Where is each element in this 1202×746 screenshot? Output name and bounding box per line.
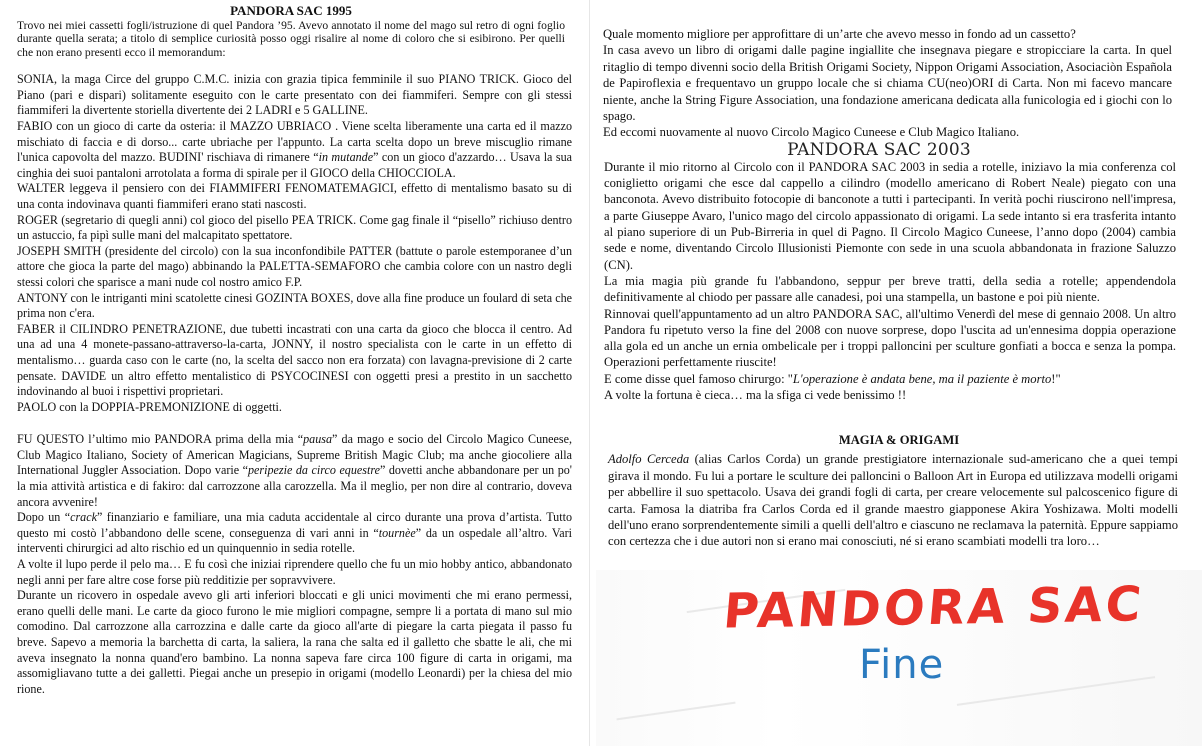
pandora-2003-paragraphs xyxy=(604,159,1176,403)
pandora-sac-logo: PANDORA SAC xyxy=(721,576,1147,640)
paragraph-chirurgo: E come disse quel famoso chirurgo: "L'operazione è andata bene, ma il paziente è morto!" xyxy=(604,371,1061,386)
paragraph-cerceda: Adolfo Cerceda (alias Carlos Corda) un grande prestigiatore internazionale sud-americano che a quei tempi girava il mondo. Fu lui a portare le sculture dei palloncini o Balloon Art in Europa ed utilizzava modelli origami per abbellire il suo spettacolo. Usava dei grandi fogli di carta, per creare velocemente sul palcoscenico figure di carta. Famosa la diatriba fra Carlos Corda ed il grande maestro giapponese Akira Yoshizawa. Molti modelli dell'uno erano sorprendentemente simili a quelli dell'altro e ciascuno ne reclamava la paternità. Eppure sappiamo con certezza che i due autori non si erano mai conosciuti, né si erano scambiati modelli tra loro… xyxy=(608,452,1178,549)
paragraph-sonia: SONIA, la maga Circe del gruppo C.M.C. inizia con grazia tipica femminile il suo PIANO TRICK. Gioco del Piano (pari e dispari) solitamente eseguito con le carte presentato con dei fiammiferi. Sempre con gli stessi fiammiferi la divertente storiella divertente dei 2 LADRI e 5 GALLINE. xyxy=(17,72,572,118)
paragraph-faber: FABER il CILINDRO PENETRAZIONE, due tubetti incastrati con una carta da gioco che blocca il centro. Ad una ad una 4 monete-passano-attraverso-la-carta, JONNY, il nostro specialista con le carte in un effetto di mentalismo… guarda caso con le carte (no, la scelta del sacco non era forzata) con lavagna-previsione di 2 carte pensate. DAVIDE un altro effetto mentalistico di PSYCOCINESI con oggetti presi a prestito in un sacchetto indovinando al buoi i rispettivi proprietari. xyxy=(17,321,572,399)
paragraph-libro-origami: In casa avevo un libro di origami dalle pagine ingiallite che insegnava piegare e stropicciare la carta. In quel ritaglio di tempo divenni socio della British Origami Society, Nippon Origami Association, Asociaciòn Española de Papiroflexia e frequentavo un gruppo locale che si chiama CU(neo)ORI di Carta. Non mi facevo mancare niente, anche la String Figure Association, una fondazione americana dedicata alla funicologia ed i giochi con lo spago. xyxy=(603,43,1172,124)
paragraph-magia-grande: La mia magia più grande fu l'abbandono, seppur per breve tratti, della sedia a rotelle; appendendola definitivamente al chiodo per passare alle canadesi, poi una stampella, un bastone e poi più niente. xyxy=(604,273,1176,305)
performers-list xyxy=(17,72,572,697)
paper-streak xyxy=(616,702,735,721)
paragraph-momento: Quale momento migliore per approfittare di un’arte che avevo messo in fondo ad un cassetto? xyxy=(603,27,1076,41)
paragraph-eccomi: Ed eccomi nuovamente al nuovo Circolo Magico Cuneese e Club Magico Italiano. xyxy=(603,125,1020,140)
paragraph-ritorno: Durante il mio ritorno al Circolo con il PANDORA SAC 2003 in sedia a rotelle, iniziavo la mia conferenza col coniglietto origami che esce dal cappello a cilindro (modello americano di Robert Neale) piegato con una banconota. Avevo distribuito fotocopie di banconote a tutti i partecipanti. In verità pochi riuscirono nell'impresa, a parte Giuseppe Avaro, l'unico mago del circolo appassionato di origami. La sede intanto si era trasferita intanto al piano superiore di un Pub-Birreria in quel di Pagno. Il Circolo Magico Cuneese, l’anno dopo (2004) cambia sede e nome, diventando Circolo Illusionisti Piemonte con sede in una scuola abbandonata in frazione Saluzzo (CN). xyxy=(604,159,1176,272)
right-page xyxy=(596,0,1202,746)
paragraph-ricovero: Durante un ricovero in ospedale avevo gli arti inferiori bloccati e gli unici movimenti che mi erano permessi, erano quelli delle mani. Le carte da gioco furono le mie migliori compagne, sempre li a portata di mano sul mio comodino. Dal carrozzone alla carrozzina e dalle carte da gioco all'arte di piegare la carta piegata il passo fu breve. Sapevo a memoria la barchetta di carta, la saliera, la rana che salta ed il galletto che sbatte le ali, che mi aveva insegnato la nonna quand'ero bambino. La nonna sapeva fare circa 100 figure di carta in origami, ma assomigliavano tutte a dei galletti. Piegai anche un presepio in origami (modello Leonardi) per la chiesa del mio rione. xyxy=(17,588,572,696)
intro-paragraph: Trovo nei miei cassetti fogli/istruzione di quel Pandora ’95. Avevo annotato il nome del mago sul retro di ogni foglio durante quella serata; a titolo di semplice curiosità posso oggi risalire al nome di coloro che si esibirono. Per quelli che non erano presenti ecco il memorandum: xyxy=(17,19,565,59)
paper-streak xyxy=(957,676,1155,706)
magia-origami-paragraphs xyxy=(608,451,1178,549)
section-title-1995: PANDORA SAC 1995 xyxy=(230,3,352,18)
section-title-2003: PANDORA SAC 2003 xyxy=(787,139,971,160)
page-divider xyxy=(589,0,590,746)
paragraph-antony: ANTONY con le intriganti mini scatolette cinesi GOZINTA BOXES, dove alla fine produce un foulard di seta che prima non c'era. xyxy=(17,290,572,321)
fine-label: Fine xyxy=(859,642,945,688)
logo-banner xyxy=(596,570,1202,746)
paragraph-paolo: PAOLO con la DOPPIA-PREMONIZIONE di oggetti. xyxy=(17,399,282,414)
paragraph-fabio: FABIO con un gioco di carte da osteria: il MAZZO UBRIACO . Viene scelta liberamente una carta ed il mazzo mischiato di faccia e di dorso... carte ubriache per l'appunto. La carta scelta dopo un breve miscuglio rimane l'unica capovolta del mazzo. BUDINI' rischiava di rimanere “in mutande” con un gioco d'azzardo… Usava la sua cinghia dei suoi pantaloni arrotolata a forma di spirale per il GIOCO della CHIOCCIOLA. xyxy=(17,119,572,180)
paragraph-walter: WALTER leggeva il pensiero con dei FIAMMIFERI FENOMATEMAGICI, effetto di mentalismo basato su di una conta indovinava quanti fiammiferi erano stati nascosti. xyxy=(17,181,572,211)
origami-paragraphs xyxy=(603,26,1172,141)
paragraph-ultimo-pandora: FU QUESTO l’ultimo mio PANDORA prima della mia “pausa” da mago e socio del Circolo Magico Cuneese, Club Magico Italiano, Society of American Magicians, Supreme British Magic Club; ma anche giocoliere alla International Juggler Association. Dopo varie “peripezie da circo equestre” dovetti anche abbandonare per un po' la mia attività artistica e di fakiro: dal carrozzone alla carozzella. Ma il meglio, per non dire al contrario, doveva ancora avvenire! xyxy=(17,432,572,509)
left-page xyxy=(0,0,582,746)
paragraph-roger: ROGER (segretario di quegli anni) col gioco del pisello PEA TRICK. Come gag finale il “pisello” richiuso dentro un astuccio, fa pipì sulle mani del malcapitato spettatore. xyxy=(17,212,572,243)
paragraph-joseph-smith: JOSEPH SMITH (presidente del circolo) con la sua inconfondibile PATTER (battute o parole estemporanee d’un attore che gioca la parte del mago) abbinando la PALETTA-SEMAFORO che cambia colore con un nastro degli stessi colori che sparisce a mani nude col nostro amico F.P. xyxy=(17,243,572,289)
section-title-magia-origami: MAGIA & ORIGAMI xyxy=(838,433,960,448)
paragraph-fortuna: A volte la fortuna è cieca… ma la sfiga ci vede benissimo !! xyxy=(604,388,907,402)
paragraph-rinnovai: Rinnovai quell'appuntamento ad un altro PANDORA SAC, all'ultimo Venerdì del mese di gennaio 2008. Un altro Pandora fu ripetuto verso la fine del 2008 con nuove sorprese, dopo l'uscita ad un'ennesima doppia operazione alla gola ed un anche un ernia ombelicale per i troppi palloncini per sculture gonfiati a bocca e senza la pompa. Operazioni perfettamente riuscite! xyxy=(604,306,1176,370)
paragraph-crack: Dopo un “crack” finanziario e familiare, una mia caduta accidentale al circo durante una prova d’artista. Tutto questo mi costò l’abbandono delle scene, conseguenza di vari anni in “tournèe” da un ospedale all’altro. Vari interventi chirurgici ad alto rischio ed un quinquennio in sedia rotelle. xyxy=(17,510,572,556)
paragraph-lupo: A volte il lupo perde il pelo ma… E fu così che iniziai riprendere quello che fu un mio hobby antico, abbandonato negli anni per fare altre cose forse più redditizie per sopravvivere. xyxy=(17,557,572,587)
